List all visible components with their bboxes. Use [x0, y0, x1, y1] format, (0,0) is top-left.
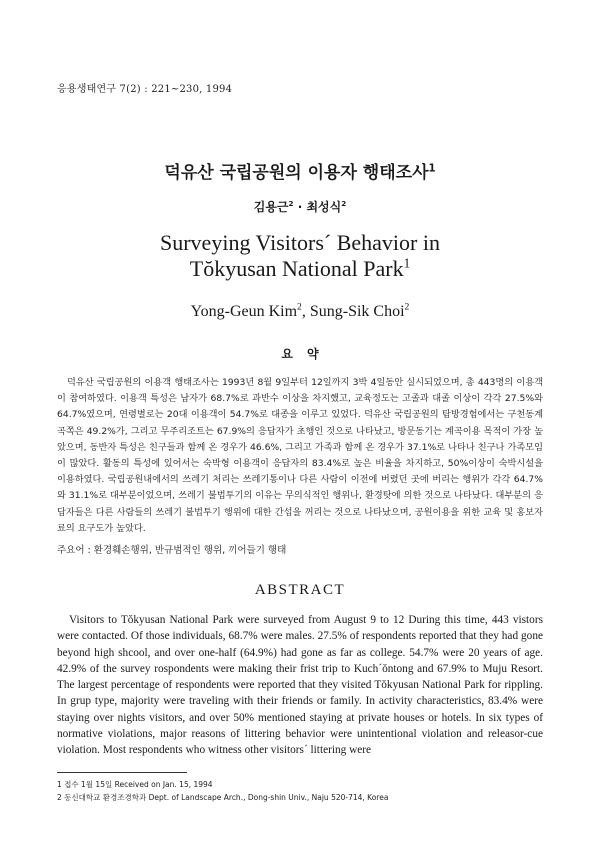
title-korean-text: 덕유산 국립공원의 이용자 행태조사: [164, 163, 429, 183]
author-ko-separator: ·: [293, 200, 307, 214]
title-english: [0, 230, 600, 282]
author-ko-2-mark: 2: [341, 199, 347, 208]
title-english-footnote-mark: 1: [403, 255, 411, 271]
author-en-separator: ,: [301, 303, 310, 320]
title-korean-footnote-mark: 1: [428, 163, 436, 175]
title-english-line2-wrap: [0, 256, 600, 282]
footnote-2: 2 동신대학교 환경조경학과 Dept. of Landscape Arch., Dong-shin Univ., Naju 520-714, Korea: [57, 793, 389, 802]
keywords: 주요어 : 환경훼손행위, 반규범적인 행위, 끼어들기 행태: [57, 545, 287, 556]
title-english-line2: Tŏkyusan National Park: [189, 256, 404, 281]
footnotes: [57, 778, 543, 804]
journal-reference: 응용생태연구 7(2) : 221~230, 1994: [57, 84, 233, 95]
author-ko-1: 김용근: [253, 200, 289, 214]
abstract-english-body: Visitors to Tŏkyusan National Park were surveyed from August 9 to 12 During this time, 443 vistors were contacted. Of those individuals, 68.7% were males. 27.5% of respondents reported that they had gone beyond high shcool, and over one-half (64.9%) had gone as far as college. 54.7% were 20 years of age. 42.9% of the survey rospondents were making their frist trip to Kuch´ŏntong and 67.9% to Muju Resort. The largest percentage of respondents were reported that they visited Tŏkyusan National Park for rippling. In grup type, majority were traveling with their friends or family. In activity characteristics, 83.4% were staying over nights visitors, and over 50% mentioned staying at private houses or hotels. In six types of normative violations, major reasons of littering behavior were unintentional violation and releasor-cue violation. Most respondents who witness other visitors´ littering were: [57, 614, 543, 757]
footnote-1: 1 접수 1월 15일 Received on Jan. 15, 1994: [57, 780, 213, 789]
title-english-line1: Surveying Visitors´ Behavior in: [160, 230, 440, 255]
abstract-english-heading: ABSTRACT: [254, 582, 346, 598]
abstract-korean-body: 덕유산 국립공원의 이용객 행태조사는 1993년 8월 9일부터 12일까지 3박 4일동안 실시되었으며, 총 443명의 이용객이 참여하였다. 이용객 특성은 남자가 68.7%로 과반수 이상을 차지했고, 교육정도는 고졸과 대졸 이상이 각각 27.5%와 64.7%였으며, 연령별로는 20대 이용객이 54.7%로 대종을 이루고 있었다. 덕유산 국립공원의 탐방경험에서는 구천동계곡쪽은 49.2%가, 그리고 무주리조트는 67.9%의 응답자가 초행인 것으로 나타났고, 방문동기는 계곡이용 목적이 가장 높았으며, 동반자 특성은 친구들과 함께 온 경우가 46.6%, 그리고 가족과 함께 온 경우가 37.1%로 나타나 친구나 가족모임이 많았다. 활동의 특성에 있어서는 숙박형 이용객이 응답자의 83.4%로 높은 비율을 차지하고, 50%이상이 숙박시설을 이용하였다. 국립공원내에서의 쓰레기 처리는 쓰레기통이나 다른 사람이 이전에 버렸던 곳에 버리는 행위가 각각 64.7%와 31.1%로 대부분이었으며, 쓰레기 불법투기의 이유는 무의식적인 행위나, 환경탓에 의한 것으로 나타났다. 대부분의 응답자들은 다른 사람들의 쓰레기 불법투기 행위에 대한 간섭을 꺼리는 것으로 나타났으며, 공원이용을 위한 교육 및 홍보자료의 요구도가 높았다.: [57, 377, 543, 534]
authors-english: [0, 303, 600, 321]
authors-korean: [0, 198, 600, 215]
author-en-2-mark: 2: [404, 301, 410, 313]
author-ko-1-mark: 2: [288, 199, 294, 208]
author-en-1: Yong-Geun Kim: [190, 303, 298, 320]
author-ko-2: 최성식: [306, 200, 342, 214]
author-en-1-mark: 2: [297, 301, 302, 313]
author-en-2: Sung-Sik Choi: [309, 303, 405, 320]
title-korean: [0, 158, 600, 183]
footnote-divider: [57, 772, 187, 773]
abstract-korean-heading: 요약: [281, 347, 333, 361]
